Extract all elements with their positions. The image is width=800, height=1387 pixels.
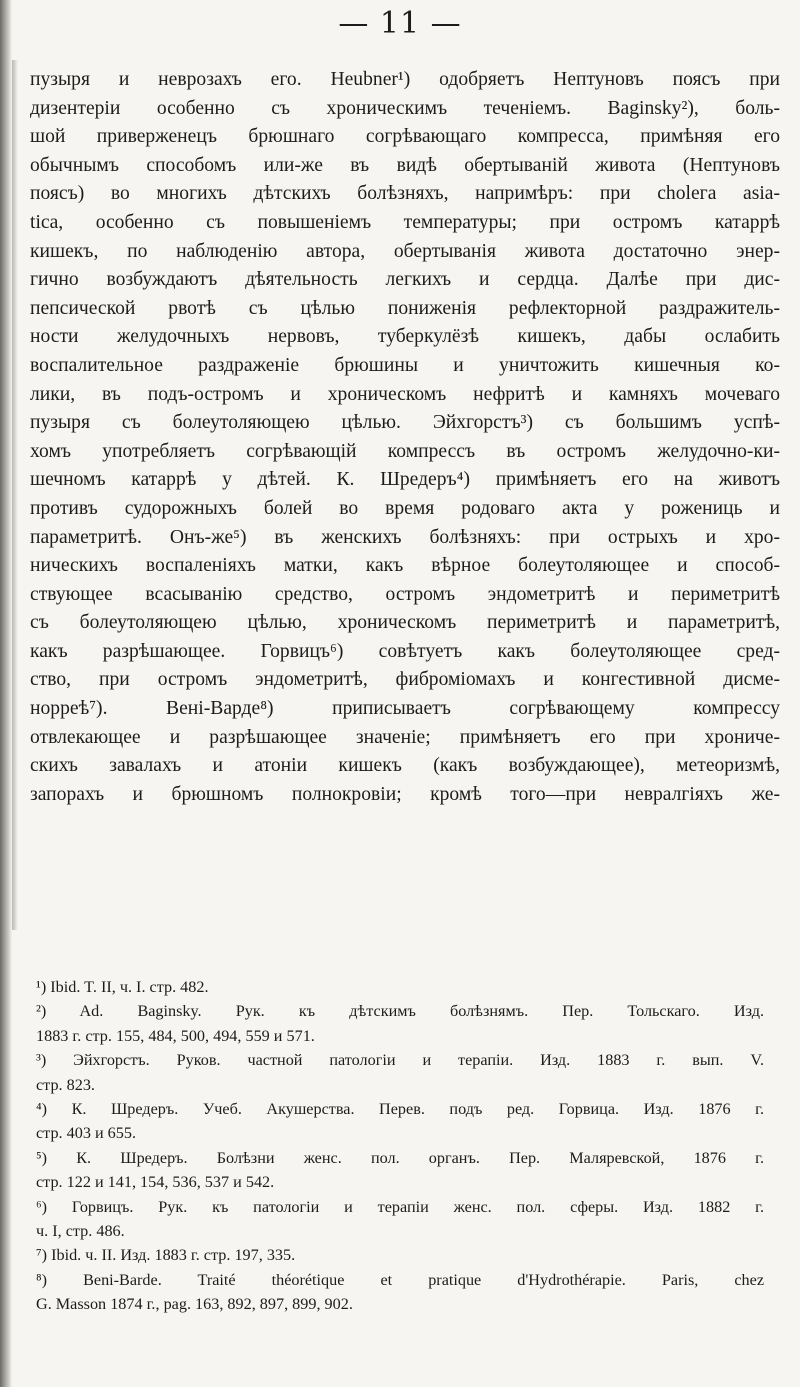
footnote-line: ⁷) Ibid. ч. II. Изд. 1883 г. стр. 197, 335. [36, 1246, 296, 1265]
body-text-line: запорахъ и брюшномъ полнокровіи; кромѣ того—при невралгіяхъ же- [30, 783, 780, 805]
book-binding-shadow [0, 0, 12, 1387]
body-text-line: кишекъ, по наблюденію автора, обертыванія живота достаточно энер- [30, 240, 780, 262]
body-text-line: норреѣ⁷). Вені-Варде⁸) приписываетъ согрѣвающему компрессу [30, 698, 780, 720]
body-text-line: tica, особенно съ повышеніемъ температуры; при остромъ катаррѣ [30, 211, 780, 233]
body-text-line: поясъ) во многихъ дѣтскихъ болѣзняхъ, напримѣръ: при choleга asia- [30, 183, 780, 205]
body-text-line: воспалительное раздраженіе брюшины и уничтожить кишечныя ко- [30, 354, 780, 376]
footnote-line: ч. I, стр. 486. [36, 1221, 125, 1240]
body-text-line: гично возбуждаютъ дѣятельность легкихъ и сердца. Далѣе при дис- [30, 269, 780, 291]
body-text-line: параметритѣ. Онъ-же⁵) въ женскихъ болѣзняхъ: при острыхъ и хро- [30, 526, 780, 548]
body-text-line: пузыря и неврозахъ его. Heubner¹) одобряетъ Нептуновъ поясъ при [30, 69, 780, 90]
footnote-line: ³) Эйхгорстъ. Руков. частной патологіи и терапіи. Изд. 1883 г. вып. V. [36, 1051, 764, 1070]
body-text-line: какъ разрѣшающее. Горвицъ⁶) совѣтуетъ какъ болеутоляющее сред- [30, 640, 780, 662]
footnote-line: ⁶) Горвицъ. Рук. къ патологіи и терапіи женс. пол. сферы. Изд. 1882 г. [36, 1197, 764, 1216]
body-text-line: ство, при остромъ эндометритѣ, фиброміомахъ и конгестивной дисме- [30, 669, 780, 691]
footnote-line: ²) Ad. Baginsky. Рук. къ дѣтскимъ болѣзнямъ. Пер. Тольскаго. Изд. [36, 1002, 764, 1021]
body-text-line: пузыря съ болеутоляющею цѣлью. Эйхгорстъ³) съ большимъ успѣ- [30, 412, 780, 434]
footnote-line: 1883 г. стр. 155, 484, 500, 494, 559 и 571. [36, 1026, 315, 1045]
body-text-line: ствующее всасыванію средство, остромъ эндометритѣ и периметритѣ [30, 583, 780, 605]
body-text-line: противъ судорожныхъ болей во время родоваго акта у рожениць и [30, 497, 780, 519]
body-text-line: шой приверженецъ брюшнаго согрѣвающаго компресса, примѣняя его [30, 126, 780, 148]
footnote-line: стр. 403 и 655. [36, 1124, 137, 1143]
body-text-line: скихъ завалахъ и атоніи кишекъ (какъ возбуждающее), метеоризмѣ, [30, 755, 780, 777]
body-text-line: съ болеутоляющею цѣлью, хроническомъ периметритѣ и параметритѣ, [30, 612, 780, 634]
body-text-line: пепсической рвотѣ съ цѣлью пониженія рефлекторной раздражитель- [30, 297, 780, 319]
footnote-line: ⁴) К. Шредеръ. Учеб. Акушерства. Перев. подъ ред. Горвица. Изд. 1876 г. [36, 1099, 764, 1118]
main-text-body [30, 66, 780, 809]
body-text-line: шечномъ катаррѣ у дѣтей. К. Шредеръ⁴) примѣняетъ его на животъ [30, 469, 780, 491]
body-text-line: ности желудочныхъ нервовъ, туберкулёзѣ кишекъ, дабы ослабить [30, 326, 780, 348]
footnote-line: ⁵) К. Шредеръ. Болѣзни женс. пол. органъ. Пер. Маляревской, 1876 г. [36, 1148, 764, 1167]
page-number: — 11 — [338, 6, 462, 41]
book-binding-edge [12, 60, 18, 930]
footnote-line: ⁸) Beni-Barde. Traité théorétique et pratique d'Hydrothérapie. Paris, chez [36, 1270, 764, 1289]
body-text-line: отвлекающее и разрѣшающее значеніе; примѣняетъ его при хрониче- [30, 726, 780, 748]
footnote-line: G. Masson 1874 г., pag. 163, 892, 897, 899, 902. [36, 1295, 353, 1314]
body-text-line: лики, въ подъ-остромъ и хроническомъ нефритѣ и камняхъ мочеваго [30, 383, 780, 405]
body-text-line: дизентеріи особенно съ хроническимъ теченіемъ. Baginsky²), боль- [30, 97, 780, 119]
body-text-line: хомъ употребляетъ согрѣвающій компрессъ въ остромъ желудочно-ки- [30, 440, 780, 462]
body-text-line: ническихъ воспаленіяхъ матки, какъ вѣрное болеутоляющее и способ- [30, 555, 780, 577]
footnote-line: стр. 122 и 141, 154, 536, 537 и 542. [36, 1173, 275, 1192]
footnote-line: ¹) Ibid. T. II, ч. I. стр. 482. [36, 978, 209, 996]
body-text-line: обычнымъ способомъ или-же въ видѣ обертываній живота (Нептуновъ [30, 154, 780, 176]
footnotes-block [36, 975, 764, 1316]
footnote-line: стр. 823. [36, 1075, 95, 1094]
